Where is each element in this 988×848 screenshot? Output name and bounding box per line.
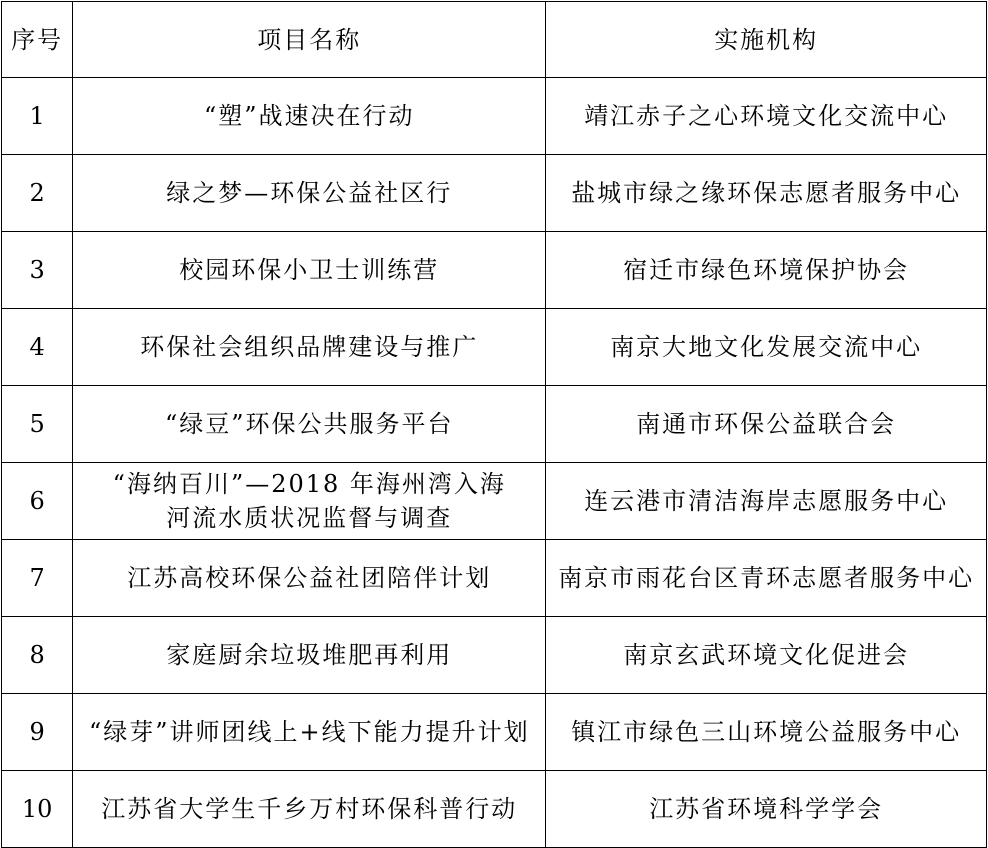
row-number: 4 — [2, 309, 73, 386]
table-row — [2, 155, 987, 232]
organization-name: 南京市雨花台区青环志愿者服务中心 — [546, 540, 987, 617]
table-row — [2, 232, 987, 309]
row-number: 2 — [2, 155, 73, 232]
organization-name: 南京大地文化发展交流中心 — [546, 309, 987, 386]
table-row — [2, 617, 987, 694]
project-name: 家庭厨余垃圾堆肥再利用 — [166, 641, 453, 669]
header-row — [2, 2, 987, 78]
row-number: 1 — [2, 78, 73, 155]
project-name: 江苏高校环保公益社团陪伴计划 — [127, 564, 492, 592]
project-name: 校园环保小卫士训练营 — [179, 256, 440, 284]
organization-name: 江苏省环境科学学会 — [546, 771, 987, 848]
project-table — [1, 1, 987, 848]
project-name-cell — [73, 386, 546, 463]
project-name: 河流水质状况监督与调查 — [166, 504, 453, 532]
project-name-cell — [73, 155, 546, 232]
row-number: 3 — [2, 232, 73, 309]
project-name: “海纳百川”—2018 年海州湾入海 — [112, 470, 506, 498]
project-name: 环保社会组织品牌建设与推广 — [140, 333, 479, 361]
row-number: 9 — [2, 694, 73, 771]
project-name-cell — [73, 463, 546, 540]
organization-name: 连云港市清洁海岸志愿服务中心 — [546, 463, 987, 540]
table-row — [2, 78, 987, 155]
organization-name: 南通市环保公益联合会 — [546, 386, 987, 463]
row-number: 6 — [2, 463, 73, 540]
table-body — [2, 78, 987, 848]
project-name: “绿芽”讲师团线上+线下能力提升计划 — [88, 718, 530, 746]
project-name: “绿豆”环保公共服务平台 — [165, 410, 454, 438]
header-project-name: 项目名称 — [73, 2, 546, 78]
header-no: 序号 — [2, 2, 73, 78]
table-row — [2, 463, 987, 540]
row-number: 7 — [2, 540, 73, 617]
row-number: 8 — [2, 617, 73, 694]
project-name-cell — [73, 771, 546, 848]
table-row — [2, 771, 987, 848]
project-name: 江苏省大学生千乡万村环保科普行动 — [101, 795, 518, 823]
organization-name: 南京玄武环境文化促进会 — [546, 617, 987, 694]
project-name: “塑”战速决在行动 — [204, 102, 415, 130]
project-name-cell — [73, 78, 546, 155]
project-name-cell — [73, 694, 546, 771]
project-name-cell — [73, 617, 546, 694]
project-name: 绿之梦—环保公益社区行 — [166, 179, 453, 207]
organization-name: 镇江市绿色三山环境公益服务中心 — [546, 694, 987, 771]
table-row — [2, 694, 987, 771]
table-row — [2, 540, 987, 617]
organization-name: 盐城市绿之缘环保志愿者服务中心 — [546, 155, 987, 232]
table-row — [2, 309, 987, 386]
project-name-cell — [73, 309, 546, 386]
table-row — [2, 386, 987, 463]
row-number: 5 — [2, 386, 73, 463]
project-name-cell — [73, 540, 546, 617]
organization-name: 靖江赤子之心环境文化交流中心 — [546, 78, 987, 155]
header-organization: 实施机构 — [546, 2, 987, 78]
row-number: 10 — [2, 771, 73, 848]
project-name-cell — [73, 232, 546, 309]
organization-name: 宿迁市绿色环境保护协会 — [546, 232, 987, 309]
